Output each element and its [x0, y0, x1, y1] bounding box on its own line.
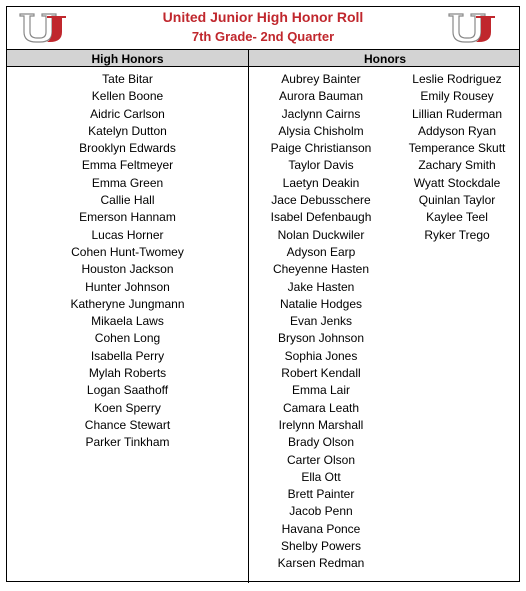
student-name: Evan Jenks [289, 314, 353, 329]
student-name: Taylor Davis [288, 158, 354, 173]
student-name: Kaylee Teel [426, 210, 488, 225]
student-name: Karsen Redman [277, 556, 365, 571]
student-name: Addyson Ryan [417, 123, 497, 138]
student-name: Aidric Carlson [90, 106, 165, 121]
student-name: Aubrey Bainter [281, 72, 361, 86]
page-title: United Junior High Honor Roll [162, 9, 364, 25]
student-name: Robert Kendall [281, 366, 361, 381]
student-name: Havana Ponce [281, 521, 361, 536]
student-name: Wyatt Stockdale [413, 175, 501, 190]
student-name: Jake Hasten [287, 279, 355, 294]
student-name: Aurora Bauman [278, 89, 364, 104]
student-name: Quinlan Taylor [418, 193, 496, 208]
student-name: Irelynn Marshall [278, 417, 364, 432]
student-name: Kellen Boone [91, 89, 164, 104]
student-name: Carter Olson [286, 452, 356, 467]
student-name: Ella Ott [301, 469, 341, 484]
honor-roll-sheet [6, 6, 520, 582]
student-name: Laetyn Deakin [282, 175, 360, 190]
student-name: Jace Debusschere [271, 193, 371, 208]
student-name: Paige Christianson [270, 141, 372, 156]
high-honors-header: High Honors [91, 52, 164, 66]
student-name: Brooklyn Edwards [79, 141, 176, 156]
student-name: Lucas Horner [91, 227, 164, 242]
student-name: Mikaela Laws [91, 314, 164, 329]
student-name: Bryson Johnson [277, 331, 365, 346]
student-name: Jacob Penn [289, 504, 353, 519]
student-name: Sophia Jones [284, 348, 358, 363]
student-name: Jaclynn Cairns [281, 106, 361, 121]
student-name: Lillian Ruderman [411, 106, 503, 121]
honors-header: Honors [364, 52, 406, 66]
student-name: Cheyenne Hasten [272, 262, 370, 277]
honors-list-col1 [249, 71, 393, 573]
student-name: Brady Olson [287, 435, 355, 450]
student-name: Temperance Skutt [408, 141, 506, 156]
student-name: Chance Stewart [84, 417, 171, 432]
student-name: Katelyn Dutton [88, 123, 167, 138]
student-name: Callie Hall [100, 193, 155, 208]
student-name: Camara Leath [282, 400, 360, 415]
student-name: Tate Bitar [102, 72, 153, 86]
student-name: Emma Lair [291, 383, 350, 398]
student-name: Adyson Earp [286, 244, 356, 259]
student-name: Emerson Hannam [79, 210, 176, 225]
page-subtitle: 7th Grade- 2nd Quarter [191, 29, 335, 44]
student-name: Cohen Hunt-Twomey [71, 244, 184, 259]
student-name: Emma Feltmeyer [81, 158, 174, 173]
header [7, 7, 519, 49]
student-name: Alysia Chisholm [278, 123, 364, 138]
student-name: Nolan Duckwiler [277, 227, 365, 242]
student-name: Isabel Defenbaugh [270, 210, 372, 225]
student-name: Emily Rousey [420, 89, 494, 104]
student-name: Koen Sperry [94, 400, 161, 415]
student-name: Katheryne Jungmann [70, 296, 185, 311]
u-logo-icon [447, 12, 497, 44]
student-name: Parker Tinkham [85, 435, 170, 450]
column-headers [7, 49, 519, 67]
student-name: Ryker Trego [424, 227, 490, 242]
student-name: Houston Jackson [81, 262, 174, 277]
student-name: Logan Saathoff [86, 383, 169, 398]
student-name: Natalie Hodges [279, 296, 363, 311]
student-name: Emma Green [91, 175, 164, 190]
student-name: Leslie Rodriguez [412, 72, 502, 86]
student-name: Cohen Long [94, 331, 161, 346]
student-name: Shelby Powers [280, 539, 362, 554]
honors-list-col2 [399, 71, 515, 244]
student-name: Isabella Perry [90, 348, 165, 363]
student-name: Zachary Smith [418, 158, 496, 173]
student-name: Hunter Johnson [85, 279, 170, 294]
student-name: Mylah Roberts [88, 366, 167, 381]
student-name: Brett Painter [287, 487, 355, 502]
high-honors-list [7, 71, 248, 452]
